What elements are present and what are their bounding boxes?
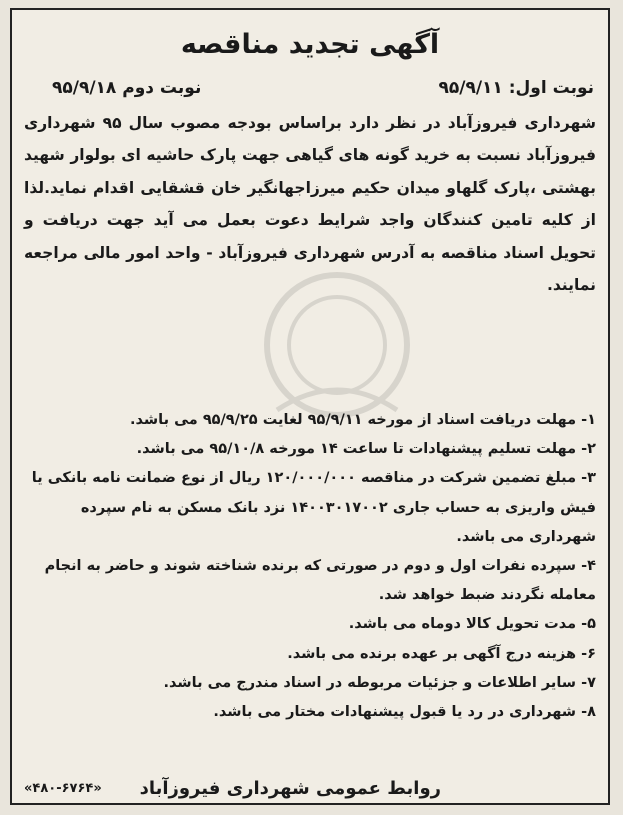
condition-item: ۶- هزینه درج آگهی بر عهده برنده می باشد. bbox=[287, 645, 596, 662]
condition-item: ۸- شهرداری در رد یا قبول پیشنهادات مختار می باشد. bbox=[213, 704, 596, 721]
condition-item: ۲- مهلت تسلیم پیشنهادات تا ساعت ۱۴ مورخه ۹۵/۱۰/۸ می باشد. bbox=[136, 441, 596, 458]
second-round: نوبت دوم ۹۵/۹/۱۸ bbox=[52, 78, 202, 98]
notice-title: آگهی تجدید مناقصه bbox=[180, 29, 440, 60]
condition-item: ۱- مهلت دریافت اسناد از مورخه ۹۵/۹/۱۱ لغایت ۹۵/۹/۲۵ می باشد. bbox=[130, 412, 596, 428]
signature: روابط عمومی شهرداری فیروزآباد bbox=[139, 778, 441, 799]
notice-footer bbox=[24, 775, 596, 803]
condition-item: ۷- سایر اطلاعات و جزئیات مربوطه در اسناد مندرج می باشد. bbox=[163, 674, 596, 691]
publication-rounds bbox=[26, 74, 594, 102]
first-round: نوبت اول: ۹۵/۹/۱۱ bbox=[438, 78, 594, 98]
condition-item: ۵- مدت تحویل کالا دوماه می باشد. bbox=[348, 616, 596, 633]
tender-notice bbox=[10, 8, 610, 805]
ad-code: «۴۸۰-۶۷۶۴» bbox=[24, 781, 102, 796]
notice-body: شهرداری فیروزآباد در نظر دارد براساس بودجه مصوب سال ۹۵ شهرداری فیروزآباد نسبت به خرید گونه های گیاهی جهت پارک حاشیه ای بولوار شهید بهشتی ،پارک گلهاو میدان حکیم میرزاجهانگیر خان قشقایی اقدام نماید.لذا از کلیه تامین کنندگان واجد شرایط دعوت بعمل می آید جهت دریافت و تحویل اسناد مناقصه به آدرس شهرداری فیروزآباد - واحد امور مالی مراجعه نمایند. bbox=[24, 114, 596, 295]
condition-item: ۳- مبلغ تضمین شرکت در مناقصه ۱۲۰/۰۰۰/۰۰۰ ریال از نوع ضمانت نامه بانکی یا فیش واریزی به حساب جاری ۱۴۰۰۳۰۱۷۰۰۲ نزد بانک مسکن به نام سپرده شهرداری می باشد. bbox=[31, 470, 596, 545]
condition-item: ۴- سپرده نفرات اول و دوم در صورتی که برنده شناخته شوند و حاضر به انجام معامله نگردند ضبط خواهد شد. bbox=[44, 558, 596, 604]
conditions-list bbox=[24, 406, 596, 727]
